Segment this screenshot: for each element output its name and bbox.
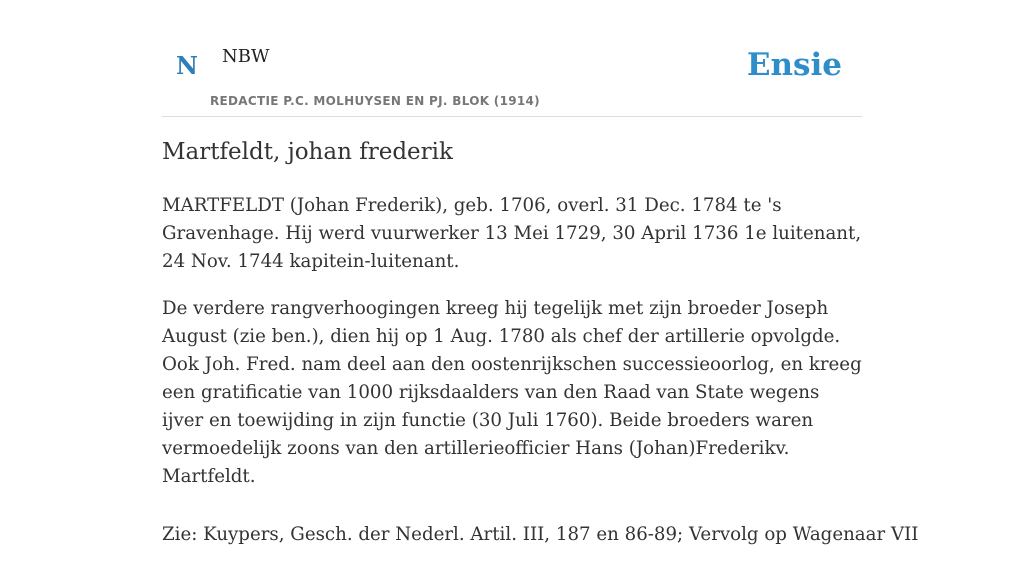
- source-subtitle: REDACTIE P.C. MOLHUYSEN EN PJ. BLOK (1914): [210, 94, 540, 108]
- article-paragraph: De verdere rangverhoogingen kreeg hij tegelijk met zijn broeder Joseph August (zie ben.), dien hij op 1 Aug. 1780 als chef der artillerie opvolgde. Ook Joh. Fred. nam deel aan den oostenrijkschen successieoorlog, en kreeg een gratificatie van 1000 rijksdaalders van den Raad van State wegens ijver en toewijding in zijn functie (30 Juli 1760). Beide broeders waren vermoedelijk zoons van den artillerieofficier Hans (Johan)Frederikv. Martfeldt.: [162, 298, 862, 487]
- ensie-logo-link[interactable]: Ensie: [746, 47, 842, 83]
- source-name-link[interactable]: NBW: [222, 46, 270, 67]
- article-paragraph: MARTFELDT (Johan Frederik), geb. 1706, overl. 31 Dec. 1784 te 's Gravenhage. Hij werd vuurwerker 13 Mei 1729, 30 April 1736 1e luitenant, 24 Nov. 1744 kapitein-luitenant.: [162, 195, 862, 272]
- article-page: [162, 0, 919, 545]
- source-header: [162, 0, 862, 117]
- article-title: Martfeldt, johan frederik: [162, 139, 453, 165]
- article-references: Zie: Kuypers, Gesch. der Nederl. Artil. III, 187 en 86-89; Vervolg op Wagenaar VII: [162, 524, 919, 545]
- source-logo[interactable]: N: [176, 51, 198, 80]
